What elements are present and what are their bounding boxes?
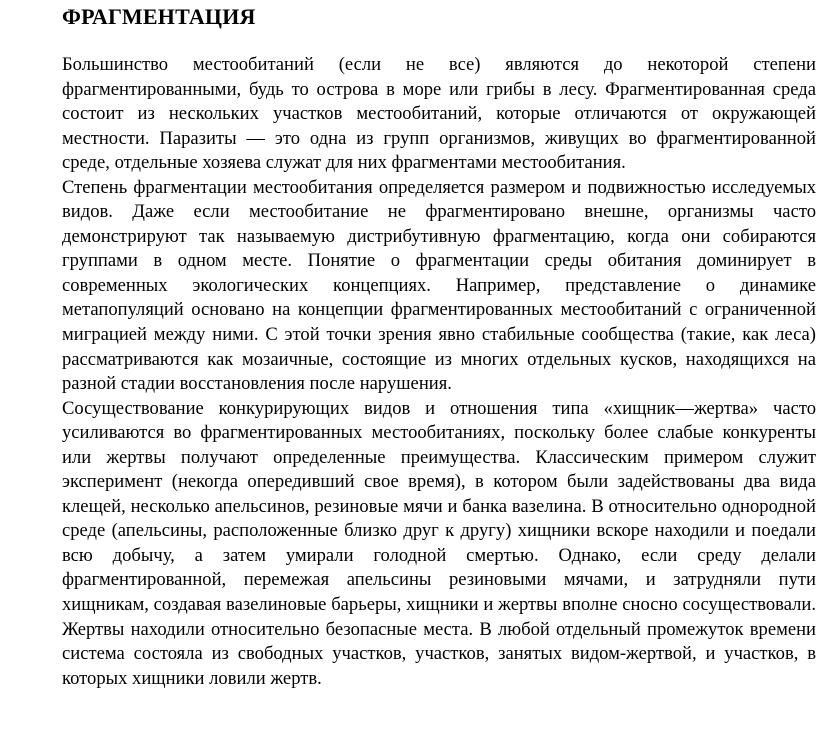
document-title: ФРАГМЕНТАЦИЯ bbox=[62, 4, 256, 29]
paragraph-2: Степень фрагментации местообитания определяется размером и подвижностью исследуемых видов. Даже если местообитание не фрагментировано внешне, организмы часто демонстрируют так называемую дистрибутивную фрагментацию, когда они собираются группами в одном месте. Понятие о фрагментации среды обитания доминирует в современных экологических концепциях. Например, представление о динамике метапопуляций основано на концепции фрагментированных местообитаний с ограниченной миграцией между ними. С этой точки зрения явно стабильные сообщества (такие, как леса) рассматриваются как мозаичные, состоящие из многих отдельных кусков, находящихся на разной стадии восстановления после нарушения. bbox=[62, 176, 816, 395]
paragraph-1: Большинство местообитаний (если не все) являются до некоторой степени фрагментированными, будь то острова в море или грибы в лесу. Фрагментированная среда состоит из нескольких участков местообитаний, которые отличаются от окружающей местности. Паразиты — это одна из групп организмов, живущих во фрагментированной среде, отдельные хозяева служат для них фрагментами местообитания. bbox=[62, 54, 816, 174]
paragraph-3: Сосуществование конкурирующих видов и отношения типа «хищник—жертва» часто усиливаются во фрагментированных местообитаниях, поскольку более слабые конкуренты или жертвы получают определенные преимущества. Классическим примером служит эксперимент (некогда опередивший свое время), в котором были задействованы два вида клещей, несколько апельсинов, резиновые мячи и банка вазелина. В относительно однородной среде (апельсины, расположенные близко друг к другу) хищники вскоре находили и поедали всю добычу, а затем умирали голодной смертью. Однако, если среду делали фрагментированной, перемежая апельсины резиновыми мячами, и затрудняли пути хищникам, создавая вазелиновые барьеры, хищники и жертвы вполне сносно сосуществовали. Жертвы находили относительно безопасные места. В любой отдельный промежуток времени система состояла из свободных участков, участков, занятых видом-жертвой, и участков, в которых хищники ловили жертв. bbox=[62, 397, 816, 689]
title-spacer bbox=[62, 30, 816, 53]
document-page bbox=[62, 4, 816, 691]
